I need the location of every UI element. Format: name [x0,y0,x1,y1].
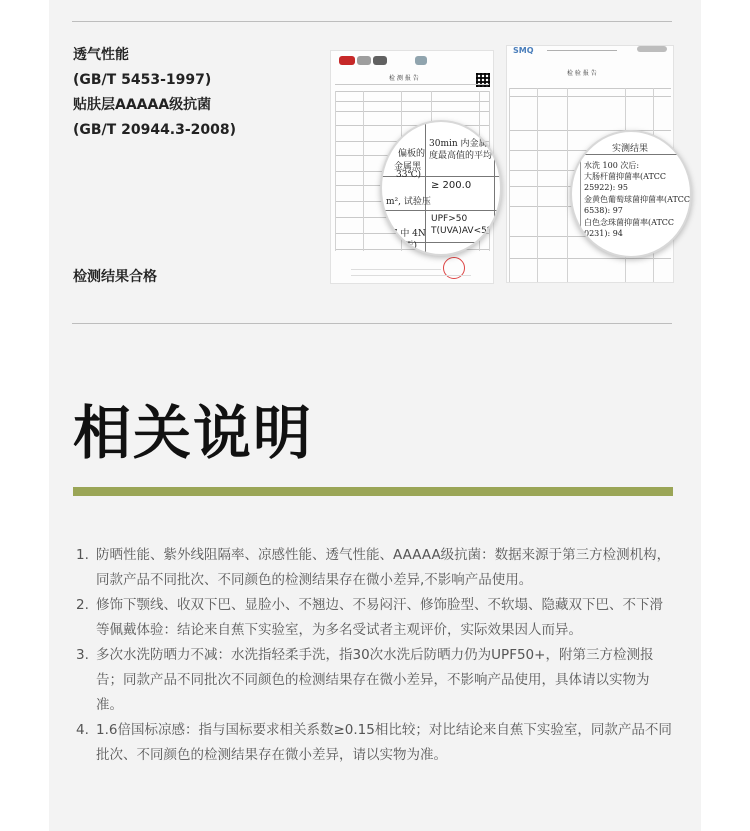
cma-logo-icon [339,56,355,65]
notes-list [76,543,676,768]
cnas-logo-icon [373,56,387,65]
note-number: 2. [76,597,89,613]
smq-brand: SMQ [513,46,534,55]
spec-result: 检测结果合格 [73,269,157,285]
spec-line-1: 透气性能 [73,47,129,63]
report-right-zoom-lens: 实测结果 水洗 100 次后: 大肠杆菌抑菌率(ATCC 25922): 95 金黄色葡萄球菌抑菌率(ATCC 6538): 97 白色念珠菌抑菌率(ATCC 0231): 94 [570,130,692,258]
report-left-title: 检 测 报 告 [389,75,419,82]
note-text: 修饰下颚线、收双下巴、显脸小、不翘边、不易闷汗、修饰脸型、不软塌、隐藏双下巴、不下滑等佩戴体验：结论来自蕉下实验室，为多名受试者主观评价，实际效果因人而异。 [96,597,663,638]
top-divider [72,21,672,22]
note-item [76,593,676,643]
note-text: 1.6倍国标凉感：指与国标要求相关系数≥0.15相比较；对比结论来自蕉下实验室，同款产品不同批次、不同颜色的检测结果存在微小差异，请以实物为准。 [96,722,672,763]
accent-bar [73,487,673,496]
note-item [76,543,676,593]
report-left-zoom-lens: 30min 内金属 偏板的 度最高值的平均 金属黑 33℃) ≥ 200.0 m², 试验压 UPF>50 T(UVA)AV<5% 17 中 4N (烘干) [380,120,502,256]
note-number: 3. [76,647,89,663]
lab-logo-icon [415,56,427,65]
note-item [76,718,676,768]
spec-line-4: (GB/T 20944.3-2008) [73,122,237,138]
spec-line-2: (GB/T 5453-1997) [73,72,212,88]
note-item [76,643,676,718]
header-logo-icon [637,46,667,52]
section-heading: 相关说明 [73,399,314,467]
note-number: 4. [76,722,89,738]
note-text: 防晒性能、紫外线阻隔率、凉感性能、透气性能、AAAAA级抗菌：数据来源于第三方检测机构，同款产品不同批次、不同颜色的检测结果存在微小差异,不影响产品使用。 [96,547,671,588]
note-number: 1. [76,547,89,563]
report-right-title: 检 验 报 告 [567,70,597,77]
spec-line-3: 贴肤层AAAAA级抗菌 [73,97,212,113]
note-text: 多次水洗防晒力不减：水洗指轻柔手洗，指30次水洗后防晒力仍为UPF50+，附第三方检测报告；同款产品不同批次不同颜色的检测结果存在微小差异，不影响产品使用，具体请以实物为准。 [96,647,654,713]
middle-divider [72,323,672,324]
ilac-logo-icon [357,56,371,65]
spec-breathability [73,43,236,143]
